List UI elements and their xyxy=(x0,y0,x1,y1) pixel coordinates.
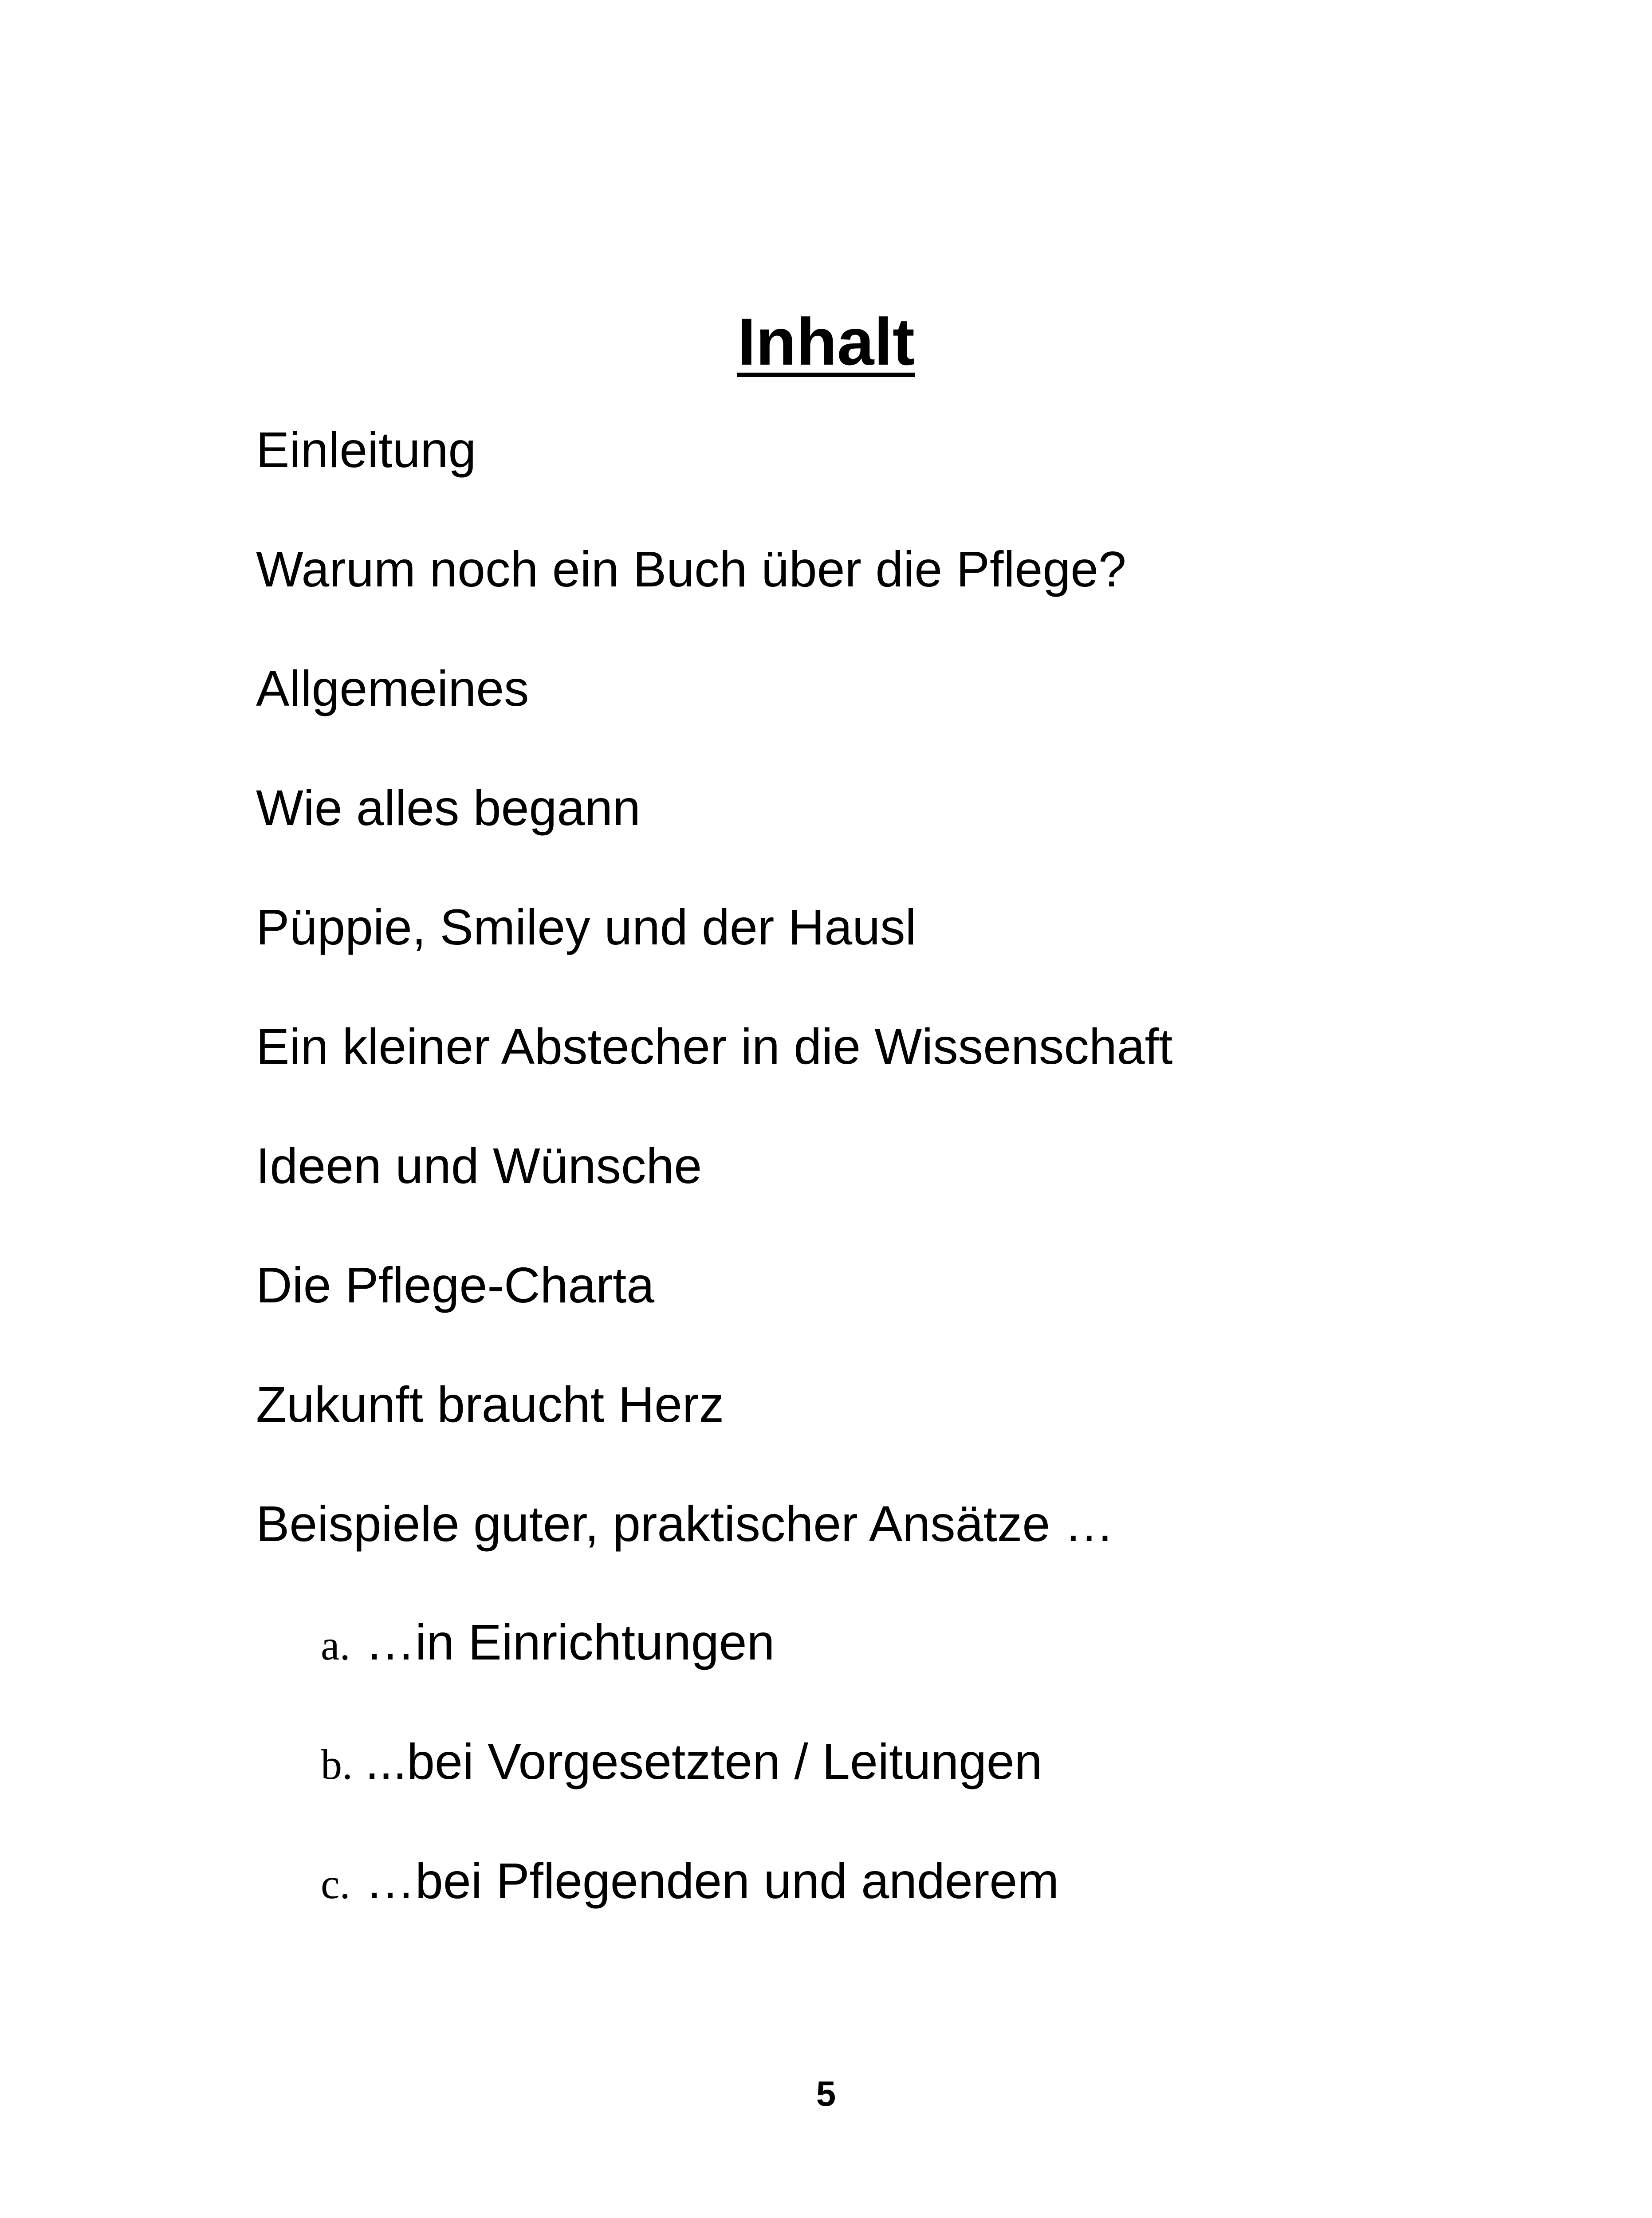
toc-entry-abstecher-wissenschaft: Ein kleiner Abstecher in die Wissenschaft xyxy=(256,1019,1173,1074)
subentry-marker: c. xyxy=(321,1860,350,1907)
subentry-marker: b. xyxy=(321,1741,353,1788)
page-number: 5 xyxy=(816,2074,836,2113)
toc-subentry-a xyxy=(321,1614,1059,1671)
subentry-label: …bei Pflegenden und anderem xyxy=(365,1853,1059,1909)
toc-entry-ideen-und-wuensche: Ideen und Wünsche xyxy=(256,1138,702,1194)
subentry-marker: a. xyxy=(321,1621,350,1669)
toc-entry-beispiele-ansaetze: Beispiele guter, praktischer Ansätze … xyxy=(256,1496,1114,1552)
toc-entry-pflege-charta: Die Pflege-Charta xyxy=(256,1257,655,1313)
toc-entry-allgemeines: Allgemeines xyxy=(256,661,529,716)
toc-subentry-c xyxy=(321,1852,1059,1909)
toc-entry-pueppie-smiley-hausl: Püppie, Smiley und der Hausl xyxy=(256,899,916,955)
toc-entry-wie-alles-begann: Wie alles begann xyxy=(256,780,641,836)
subentry-label: ...bei Vorgesetzten / Leitungen xyxy=(365,1734,1042,1789)
table-of-contents xyxy=(256,421,1172,1615)
toc-entry-zukunft-braucht-herz: Zukunft braucht Herz xyxy=(256,1376,724,1432)
toc-sublist xyxy=(321,1614,1059,1972)
subentry-label: …in Einrichtungen xyxy=(365,1614,775,1670)
toc-entry-warum-noch-ein-buch: Warum noch ein Buch über die Pflege? xyxy=(256,541,1126,597)
toc-entry-einleitung: Einleitung xyxy=(256,422,476,478)
page-title: Inhalt xyxy=(737,304,915,379)
toc-subentry-b xyxy=(321,1733,1059,1790)
